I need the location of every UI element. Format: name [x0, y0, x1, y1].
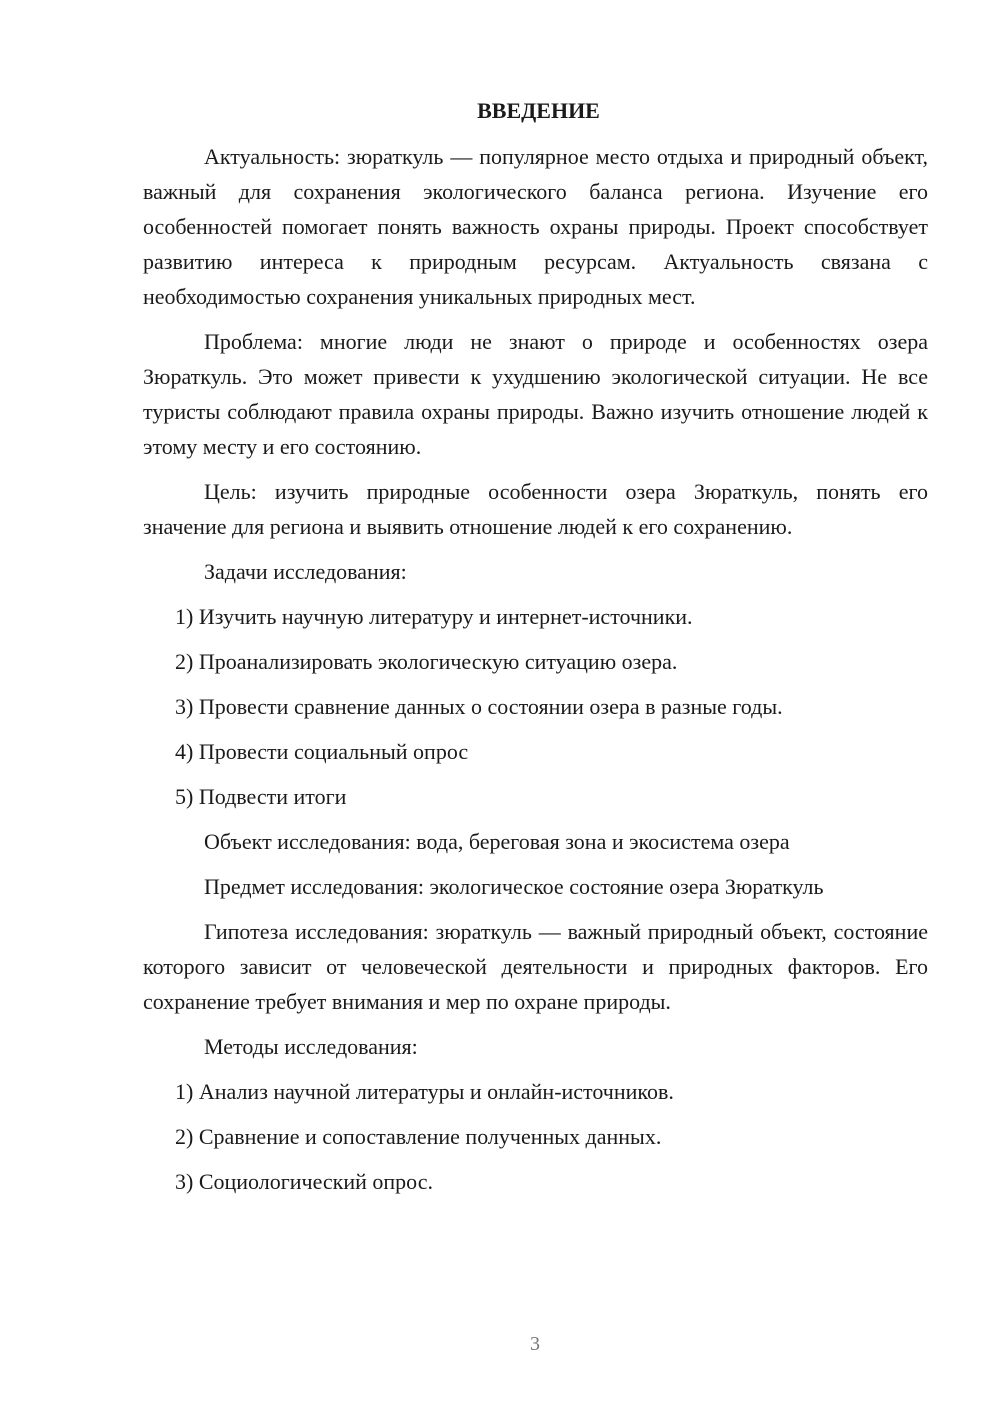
- task-item: 4) Провести социальный опрос: [175, 739, 469, 764]
- research-object: Объект исследования: вода, береговая зона и экосистема озера: [204, 829, 790, 854]
- method-item: 3) Социологический опрос.: [175, 1169, 433, 1194]
- tasks-heading: Задачи исследования:: [204, 559, 407, 584]
- research-subject: Предмет исследования: экологическое состояние озера Зюраткуль: [204, 874, 824, 899]
- method-item: 2) Сравнение и сопоставление полученных данных.: [175, 1124, 662, 1149]
- method-item: 1) Анализ научной литературы и онлайн-источников.: [175, 1079, 674, 1104]
- task-item: 2) Проанализировать экологическую ситуацию озера.: [175, 649, 678, 674]
- task-item: 3) Провести сравнение данных о состоянии озера в разные годы.: [175, 694, 783, 719]
- problem-paragraph: Проблема: многие люди не знают о природе и особенностях озера Зюраткуль. Это может привести к ухудшению экологической ситуации. Не все туристы соблюдают правила охраны природы. Важно изучить отношение людей к этому месту и его состоянию.: [143, 329, 928, 459]
- page-number: 3: [530, 1333, 540, 1355]
- relevance-paragraph: Актуальность: зюраткуль — популярное место отдыха и природный объект, важный для сохранения экологического баланса региона. Изучение его особенностей помогает понять важность охраны природы. Проект способствует развитию интереса к природным ресурсам. Актуальность связана с необходимостью сохранения уникальных природных мест.: [143, 144, 928, 309]
- hypothesis-paragraph: Гипотеза исследования: зюраткуль — важный природный объект, состояние которого зависит от человеческой деятельности и природных факторов. Его сохранение требует внимания и мер по охране природы.: [143, 919, 928, 1014]
- task-item: 5) Подвести итоги: [175, 784, 347, 809]
- methods-heading: Методы исследования:: [204, 1034, 418, 1059]
- goal-paragraph: Цель: изучить природные особенности озера Зюраткуль, понять его значение для региона и выявить отношение людей к его сохранению.: [143, 479, 928, 539]
- document-page: [143, 96, 928, 1209]
- task-item: 1) Изучить научную литературу и интернет-источники.: [175, 604, 693, 629]
- section-title: ВВЕДЕНИЕ: [477, 98, 600, 123]
